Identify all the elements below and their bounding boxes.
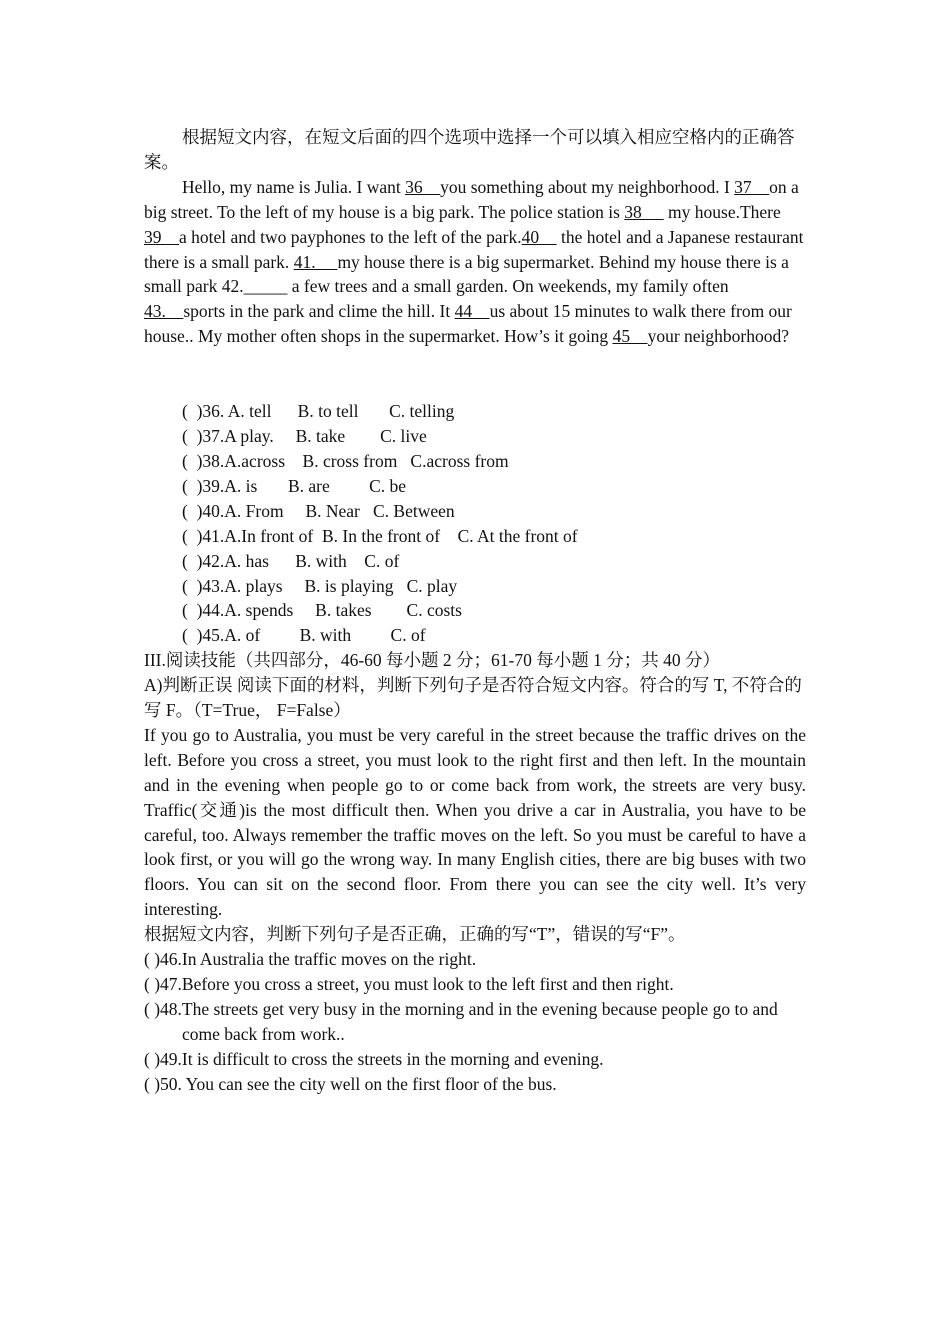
cloze-passage xyxy=(144,175,806,349)
blank-41: 41. xyxy=(293,251,338,272)
option-row-39: ( )39.A. is B. are C. be xyxy=(182,475,407,496)
question-46: ( )46.In Australia the traffic moves on the right. xyxy=(144,949,477,970)
part-a-instruction: A)判断正误 阅读下面的材料，判断下列句子是否符合短文内容。符合的写 T, 不符合的写 F。（T=True， F=False） xyxy=(144,675,802,721)
option-row-44: ( )44.A. spends B. takes C. costs xyxy=(182,600,462,621)
blank-40: 40 xyxy=(521,226,557,247)
option-row-38: ( )38.A.across B. cross from C.across from xyxy=(182,450,509,471)
cloze-instruction: 根据短文内容，在短文后面的四个选项中选择一个可以填入相应空格内的正确答案。 xyxy=(144,127,795,172)
passage-text: my house.There xyxy=(663,201,781,222)
blank-38: 38 xyxy=(624,201,664,222)
blank-45: 45 xyxy=(612,326,648,347)
question-list xyxy=(144,947,806,1096)
passage-text: my house there is a big supermarket. Behind my house there is a small park 42._____ a few trees and a small garden. On weekends, my family often xyxy=(144,251,789,297)
reading-passage: If you go to Australia, you must be very careful in the street because the traffic drives on the left. Before you cross a street, you must look to the right first and then left. In the mountain and in the evening when people go to or come back from work, the streets are very busy. Traffic(交通)is the most difficult then. When you drive a car in Australia, you have to be careful, too. Always remember the traffic moves on the left. So you must be careful to have a look first, or you will go the wrong way. In many English cities, there are big buses with two floors. You can sit on the second floor. From there you can see the city well. It’s very interesting. xyxy=(144,724,806,920)
blank-37: 37 xyxy=(734,176,770,197)
question-50: ( )50. You can see the city well on the first floor of the bus. xyxy=(144,1073,557,1094)
question-48: ( )48.The streets get very busy in the morning and in the evening because people go to and come back from work.. xyxy=(144,998,778,1044)
passage-text: sports in the park and clime the hill. It xyxy=(183,301,455,322)
blank-43: 43. xyxy=(144,301,184,322)
passage-text: on a big street. To the left of my house is a big park. The police station is xyxy=(144,176,799,222)
cloze-options xyxy=(144,399,806,648)
section-title: III.阅读技能（共四部分，46-60 每小题 2 分；61-70 每小题 1 分；共 40 分） xyxy=(144,650,721,671)
passage-text: the hotel and a Japanese restaurant there is a small park. xyxy=(144,226,804,272)
question-instruction: 根据短文内容，判断下列句子是否正确，正确的写“T”，错误的写“F”。 xyxy=(144,924,686,945)
question-49: ( )49.It is difficult to cross the streets in the morning and evening. xyxy=(144,1048,604,1069)
option-row-40: ( )40.A. From B. Near C. Between xyxy=(182,500,455,521)
exam-page xyxy=(144,125,806,1097)
passage-text: a hotel and two payphones to the left of the park. xyxy=(179,226,522,247)
blank-36: 36 xyxy=(405,176,441,197)
passage-text: us about 15 minutes to walk there from our house.. My mother often shops in the supermarket. How’s it going xyxy=(144,301,792,347)
spacer xyxy=(144,349,806,399)
blank-39: 39 xyxy=(144,226,179,247)
blank-44: 44 xyxy=(454,301,490,322)
option-row-41: ( )41.A.In front of B. In the front of C. At the front of xyxy=(182,525,578,546)
passage-text: you something about my neighborhood. I xyxy=(440,176,735,197)
option-row-37: ( )37.A play. B. take C. live xyxy=(182,426,427,447)
option-row-43: ( )43.A. plays B. is playing C. play xyxy=(182,575,458,596)
option-row-42: ( )42.A. has B. with C. of xyxy=(182,550,400,571)
passage-text: Hello, my name is Julia. I want xyxy=(182,176,406,197)
option-row-36: ( )36. A. tell B. to tell C. telling xyxy=(182,401,455,422)
option-row-45: ( )45.A. of B. with C. of xyxy=(182,625,426,646)
passage-text: your neighborhood? xyxy=(647,326,789,347)
question-47: ( )47.Before you cross a street, you must look to the left first and then right. xyxy=(144,974,674,994)
